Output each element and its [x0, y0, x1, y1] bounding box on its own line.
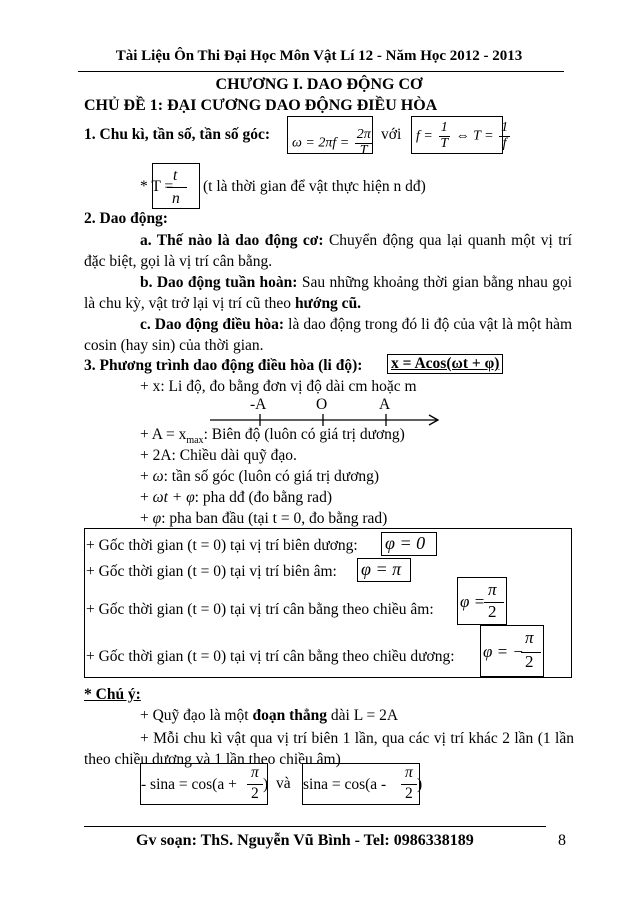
b-label: b. Dao động tuần hoàn:	[140, 274, 298, 291]
equation: x = Acos(ωt + φ)	[391, 355, 500, 372]
x-description: + x: Li độ, đo bằng đơn vị độ dài cm hoặc m	[140, 378, 417, 395]
chapter-title: CHƯƠNG I. DAO ĐỘNG CƠ	[215, 76, 423, 93]
amplitude-line: + $A = x_{max}$: Biên độ (luôn có giá trị dương)	[140, 426, 405, 447]
phi-neg-lhs: φ = −	[483, 642, 524, 661]
a-label: a. Thế nào là dao động cơ:	[140, 232, 324, 249]
and-word: và	[276, 775, 291, 792]
footer-rule	[84, 826, 546, 827]
f-eq: f =	[416, 128, 433, 144]
one-b: 1	[501, 120, 509, 135]
period-formula-box	[152, 163, 200, 209]
header-rule	[78, 71, 564, 72]
b-text: Sau những khoảng thời gian bằng nhau gọi là chu kỳ, vật trở lại vị trí cũ theo	[84, 274, 573, 312]
T-denom: T	[440, 135, 449, 151]
para-a	[84, 230, 572, 272]
iff-T: ⇔ T =	[455, 128, 494, 144]
phi-symbol: φ	[152, 510, 162, 527]
identity-2-pre: sina = cos(a -	[303, 776, 387, 793]
frequency-formula-box	[411, 116, 509, 154]
note-line-1: + Quỹ đạo là một đoạn thẳng dài L = 2A	[140, 707, 399, 724]
topic-title: CHỦ ĐỀ 1: ĐẠI CƯƠNG DAO ĐỘNG ĐIỀU HÒA	[84, 97, 438, 114]
phi-pi: φ = π	[361, 559, 402, 579]
b-emph: hướng cũ.	[294, 295, 362, 312]
omega-formula-box	[287, 116, 373, 158]
a-text: Chuyển động qua lại quanh một vị trí đặc biệt, gọi là vị trí cân bằng.	[84, 232, 572, 270]
T-denominator: T	[359, 142, 368, 158]
period-note: (t là thời gian để vật thực hiện n dđ)	[203, 178, 426, 195]
identity-2-two: 2	[405, 785, 413, 802]
axis-label-neg-A: -A	[250, 396, 267, 413]
para-b	[84, 272, 572, 314]
two-pi: 2π	[356, 127, 371, 142]
para-c	[84, 314, 572, 356]
section-3-heading: 3. Phương trình dao động điều hòa (li độ):	[84, 357, 363, 374]
phi-eq-lhs: φ =	[460, 592, 486, 611]
period-prefix: * T =	[140, 178, 174, 195]
phase-expression: ωt + φ	[152, 489, 195, 506]
omega-lhs: ω = 2πf =	[292, 135, 350, 151]
t-num: t	[173, 167, 178, 184]
axis-label-A: A	[379, 396, 391, 413]
identity-box-1: - sina = cos(a + π 2 )	[140, 763, 268, 805]
section-1-heading: 1. Chu kì, tần số, tần số góc:	[84, 126, 271, 143]
origin-pos-amplitude: + Gốc thời gian (t = 0) tại vị trí biên dương:	[86, 537, 358, 554]
one: 1	[440, 120, 448, 135]
identity-box-2: sina = cos(a - π 2 )	[302, 763, 420, 805]
equation-box	[387, 354, 503, 374]
two-den: 2	[488, 602, 497, 621]
pi-num: π	[488, 580, 497, 599]
max-subscript: max	[186, 435, 204, 447]
c-text: là dao động trong đó li độ của vật là một hàm cosin (hay sin) của thời gian.	[84, 316, 573, 354]
section-2-heading: 2. Dao động:	[84, 210, 168, 227]
footer-author: Gv soạn: ThS. Nguyễn Vũ Bình - Tel: 0986338189	[136, 832, 474, 849]
with-word: với	[381, 126, 402, 143]
trajectory-length-line: + 2A: Chiều dài quỹ đạo.	[140, 447, 297, 464]
note-heading: * Chú ý:	[84, 686, 141, 703]
c-label: c. Dao động điều hòa:	[140, 316, 285, 333]
identity-1-two: 2	[251, 785, 259, 802]
origin-eq-positive: + Gốc thời gian (t = 0) tại vị trí cân bằng theo chiều dương:	[86, 648, 455, 665]
identity-2-pi: π	[405, 764, 413, 781]
page-header: Tài Liệu Ôn Thi Đại Học Môn Vật Lí 12 - Năm Học 2012 - 2013	[115, 48, 523, 64]
origin-eq-negative: + Gốc thời gian (t = 0) tại vị trí cân bằng theo chiều âm:	[86, 601, 434, 618]
two-den-2: 2	[525, 652, 534, 671]
f-denom: f	[502, 135, 507, 151]
note-line-2: + Mỗi chu kì vật qua vị trí biên 1 lần, qua các vị trí khác 2 lần (1 lần theo chiều dương và 1 lần theo chiều âm)	[84, 730, 574, 768]
angular-freq-line: + ω: tần số góc (luôn có giá trị dương)	[140, 468, 380, 485]
n-den: n	[172, 190, 180, 207]
identity-1-pre: - sina = cos(a +	[141, 776, 237, 793]
identity-1-pi: π	[251, 764, 259, 781]
phi-zero: φ = 0	[385, 533, 426, 553]
line-segment-emph: đoạn thẳng	[252, 707, 328, 724]
page-number: 8	[558, 832, 566, 849]
axis-label-O: O	[316, 396, 328, 413]
omega-symbol: ω	[152, 468, 164, 485]
pi-num-2: π	[525, 628, 534, 647]
origin-neg-amplitude: + Gốc thời gian (t = 0) tại vị trí biên âm:	[86, 563, 337, 580]
initial-phase-line: + φ: pha ban đầu (tại t = 0, đo bằng rad)	[140, 510, 388, 527]
phase-line: + ωt + φ: pha dđ (đo bằng rad)	[140, 489, 332, 506]
time-origin-box	[84, 528, 572, 678]
